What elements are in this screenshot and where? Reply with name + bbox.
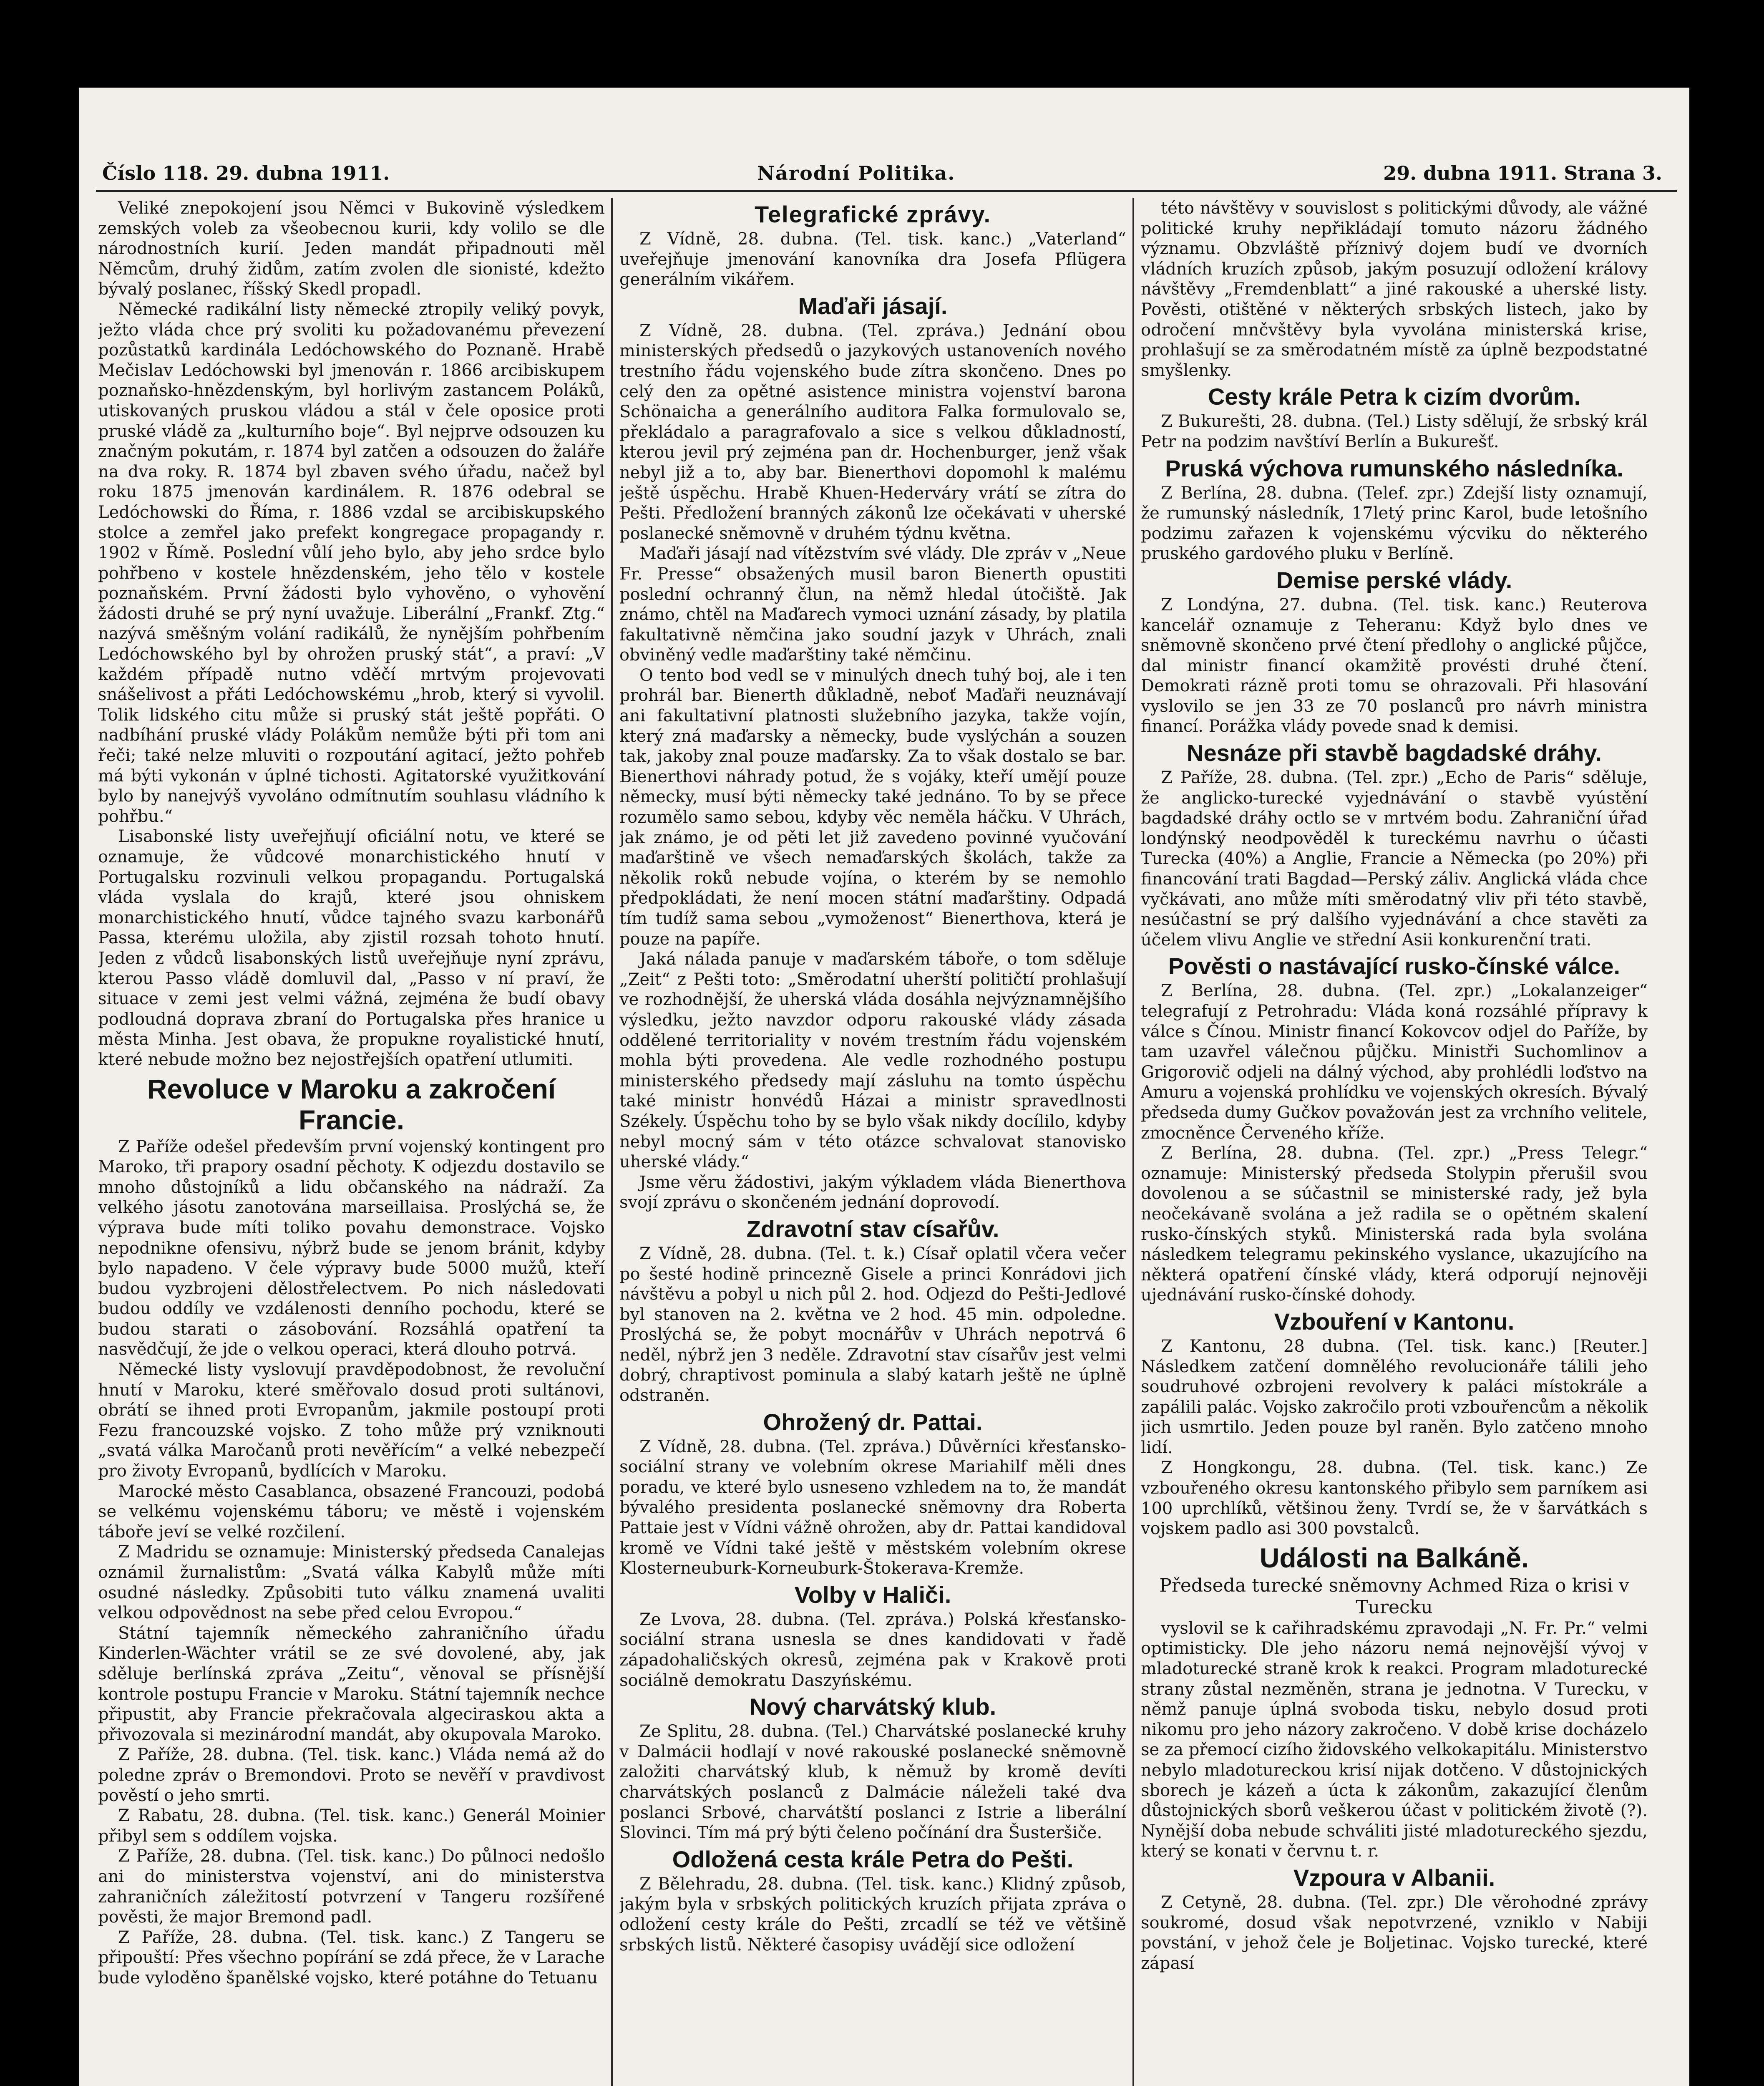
paragraph: vyslovil se k cařihradskému zpravodaji „N. Fr. Pr.“ velmi optimisticky. Dle jeho názoru nemá nejnovější vývoj v mladoturecké straně krok k reakci. Program mladoturecké strany zůstal nezměněn, strana je jednotna. V Turecku, v němž panuje úplná svoboda tisku, nebylo dosud proti nikomu pro jeho názory zakročeno. V době krise docházelo se za přemocí cizího židovského velkokapitálu. Ministerstvo nebylo mladotureckou krisí nijak dotčeno. V důstojnických sborech je kázeň a úcta k zákonům, zakazující členům důstojnických sborů veškerou účast v politickém životě (?). Nynější doba nebude schváliti jisté mladotureckého sjezdu, který se konati v červnu t. r. bbox=[1141, 1618, 1648, 1861]
article bbox=[1141, 384, 1648, 452]
column-2 bbox=[619, 198, 1126, 2086]
article-heading: Události na Balkáně. bbox=[1259, 1542, 1529, 1573]
article-heading: Nový charvátský klub. bbox=[749, 1693, 996, 1720]
paragraph: Z Paříže, 28. dubna. (Tel. zpr.) „Echo de Paris“ sděluje, že anglicko-turecké vyjednávání o stavbě vyústění bagdadské dráhy octlo se v mrtvém bodu. Zahraniční úřad londýnský neodpověděl k tureckému navrhu o účasti Turecka (40%) a Anglie, Francie a Německa (po 20%) při financování trati Bagdad—Perský záliv. Anglická vláda chce vyčkávati, ano může míti směrodatný vliv při této stavbě, nesúčastní se prý dalšího vyjednávání a chce stavěti za účelem vlivu Anglie ve střední Asii konkurenční trati. bbox=[1141, 768, 1648, 950]
article-heading: Odložená cesta krále Petra do Pešti. bbox=[672, 1846, 1074, 1872]
paragraph: Z Cetyně, 28. dubna. (Tel. zpr.) Dle věrohodné zprávy soukromé, dosud však nepotvrzené, vzniklo v Nabiji povstání, v jehož čele je Boljetinac. Vojsko turecké, které zápasí bbox=[1141, 1892, 1648, 1973]
article bbox=[619, 1847, 1126, 1955]
article bbox=[619, 293, 1126, 1213]
paragraph: Z Vídně, 28. dubna. (Tel. zpráva.) Důvěrníci křesťansko-sociální strany ve volebním okrese Mariahilf měli dnes poradu, ve které bylo usneseno vzhledem na to, že mandát bývalého presidenta poslanecké sněmovny dra Roberta Pattaie jest v Vídni vážně ohrožen, aby dr. Pattai kandidoval kromě ve Vídni také ještě v městském volebním okrese Klosterneuburk-Korneuburk-Štokerava-Kremže. bbox=[619, 1437, 1126, 1578]
article bbox=[1141, 1542, 1648, 1862]
paragraph: Z Berlína, 28. dubna. (Telef. zpr.) Zdejší listy oznamují, že rumunský následník, 17letý princ Karol, bude letošního podzimu zařazen k vojenskému výcviku do některého pruského gardového pluku v Berlíně. bbox=[1141, 483, 1648, 564]
paragraph: Z Rabatu, 28. dubna. (Tel. tisk. kanc.) Generál Moinier přibyl sem s oddílem vojska. bbox=[98, 1806, 605, 1846]
paragraph: Lisabonské listy uveřejňují oficiální notu, ve které se oznamuje, že vůdcové monarchistického hnutí v Portugalsku rozvinuli velkou propagandu. Portugalská vláda vyslala do krajů, které jsou ohniskem monarchistického hnutí, vůdce tajného svazu karbonářů Passa, kterému uložila, aby zjistil rozsah tohoto hnutí. Jeden z vůdců lisabonských listů uveřejňuje nyní zprávu, kterou Passo vládě domluvil dal, „Passo v ní praví, že situace v zemi jest velmi vážná, zejména že budí obavy podloudná doprava zbraní do Portugalska přes hranice u města Minha. Jest obava, že propukne royalistické hnutí, které nebude možno bez nejostřejších opatření utlumiti. bbox=[98, 827, 605, 1069]
article bbox=[1141, 198, 1648, 380]
article bbox=[98, 1073, 605, 1988]
article bbox=[619, 1582, 1126, 1690]
paragraph: Německé radikální listy německé ztropily veliký povyk, ježto vláda chce prý svoliti ku požadovanému převezení pozůstatků kardinála Ledóchowského do Poznaně. Hrabě Mečislav Ledóchowski byl jmenován r. 1866 arcibiskupem poznaňsko-hnězdenským, byl horlivým zastancem Poláků, utiskovaných pruskou vládou a stál v čele oposice proti pruské vládě za „kulturního boje“. Byl nejprve odsouzen ku značným pokutám, r. 1874 byl zatčen a odsouzen do žaláře na dva roky. R. 1874 byl zbaven svého úřadu, načež byl roku 1875 jmenován kardinálem. R. 1876 odebral se Ledóchowski do Říma, r. 1886 vzdal se arcibiskupského stolce a zemřel jako prefekt kongregace propagandy r. 1902 v Římě. Poslední vůlí jeho bylo, aby jeho srdce bylo pohřbeno v kostele hnězdenském, jeho tělo v kostele poznaňském. První žádosti bylo vyhověno, o vyhovění žádosti druhé se prý nyní uvažuje. Liberální „Frankf. Ztg.“ nazývá směšným volání radikálů, že nynějším pohřbením Ledóchowského byl by ohrožen pruský stát“, a praví: „V každém případě nutno vděčí mrtvým projevovati snášelivost a přáti Ledóchowskému „hrob, který si vyvolil. Tolik lidského citu může si pruský stát ještě popřáti. O nadbíhání pruské vlády Polákům nemůže býti při tom ani řeči; také nelze mluviti o rozpoutání agitací, ježto pohřeb má býti vykonán v úplné tichosti. Agitatorské využitkování bylo by nanejvýš vyvoláno odmítnutím souhlasu vládního k pohřbu.“ bbox=[98, 300, 605, 826]
paragraph: Veliké znepokojení jsou Němci v Bukovině výsledkem zemských voleb za všeobecnou kurii, kdy volilo se dle národnostních kurií. Jeden mandát připadnouti měl Němcům, druhý židům, zatím zvolen dle sionisté, kdežto bývalý poslanec, říšský Skedl propadl. bbox=[98, 199, 605, 299]
issue-number: Číslo 118. 29. dubna 1911. bbox=[102, 162, 390, 184]
paragraph: Z Londýna, 27. dubna. (Tel. tisk. kanc.) Reuterova kancelář oznamuje z Teheranu: Když bylo dnes ve sněmovně skončeno prvé čtení předlohy o anglické půjčce, dal ministr financí okamžitě provésti druhé čtení. Demokrati rázně proti tomu se ohrazovali. Při hlasování vyslovilo se jen 33 ze 70 poslanců pro návrh ministra financí. Porážka vlády povede snad k demisi. bbox=[1141, 595, 1648, 736]
article bbox=[1141, 953, 1648, 1305]
article-heading: Volby v Haliči. bbox=[794, 1581, 951, 1608]
article-heading: Pruská výchova rumunského následníka. bbox=[1165, 455, 1623, 481]
section-title: Telegrafické zprávy. bbox=[754, 201, 991, 227]
header-rule bbox=[96, 190, 1677, 192]
article-heading: Nesnáze při stavbě bagdadské dráhy. bbox=[1187, 740, 1602, 766]
paragraph: Maďaři jásají nad vítězstvím své vlády. Dle zpráv v „Neue Fr. Presse“ obsažených musil baron Bienerth opustiti poslední ochranný člun, na němž hledal útočiště. Jak známo, chtěl na Maďarech vymoci uznání zásady, by platila fakultativně němčina jako soudní jazyk v Uhrách, znali obviněný vedle maďarštiny také němčinu. bbox=[619, 544, 1126, 665]
article-heading: Vzbouření v Kantonu. bbox=[1274, 1308, 1515, 1335]
article bbox=[1141, 567, 1648, 737]
paragraph: Z Vídně, 28. dubna. (Tel. tisk. kanc.) „Vaterland“ uveřejňuje jmenování kanovníka dra Josefa Pflügera generálním vikářem. bbox=[619, 229, 1126, 290]
paragraph: Ze Splitu, 28. dubna. (Tel.) Charvátské poslanecké kruhy v Dalmácii hodlají v nové rakouské poslanecké sněmovně založiti charvátský klub, k němuž by kromě devíti charvátských poslanců z Dalmácie náleželi také dva poslanci Srbové, charvátští poslanci z Istrie a liberální Slovinci. Tím má prý býti čeleno počínání dra Šusteršiče. bbox=[619, 1722, 1126, 1843]
article-heading: Vzpoura v Albanii. bbox=[1293, 1864, 1495, 1891]
paragraph: Marocké město Casablanca, obsazené Francouzi, podobá se velkému vojenskému táboru; ve městě i vojenském táboře jeví se velké rozčilení. bbox=[98, 1481, 605, 1542]
article-heading: Ohrožený dr. Pattai. bbox=[763, 1408, 983, 1435]
article bbox=[619, 1216, 1126, 1406]
article-heading: Zdravotní stav císařův. bbox=[746, 1215, 999, 1242]
article-subheading: Předseda turecké sněmovny Achmed Riza o krisi v Turecku bbox=[1159, 1575, 1629, 1618]
article bbox=[619, 1409, 1126, 1579]
page-header bbox=[102, 161, 1671, 194]
paragraph: Ze Lvova, 28. dubna. (Tel. zpráva.) Polská křesťansko-sociální strana usnesla se dnes kandidovati v řadě západohaličských okresů, zejména pak v Krakově proti sociálně demokratu Daszyńskému. bbox=[619, 1610, 1126, 1690]
article bbox=[98, 198, 605, 1070]
newspaper-page bbox=[79, 88, 1689, 2086]
article-heading: Pověsti o nastávající rusko-čínské válce. bbox=[1168, 953, 1621, 980]
column-1 bbox=[98, 198, 605, 2086]
article-heading: Cesty krále Petra k cizím dvorům. bbox=[1208, 383, 1581, 410]
column-divider bbox=[1132, 198, 1134, 2086]
paragraph: Z Bukurešti, 28. dubna. (Tel.) Listy sdělují, že srbský král Petr na podzim navštíví Berlín a Bukurešť. bbox=[1141, 412, 1648, 451]
article bbox=[1141, 1309, 1648, 1539]
newspaper-title: Národní Politika. bbox=[757, 162, 956, 184]
column-divider bbox=[611, 198, 613, 2086]
paragraph: O tento bod vedl se v minulých dnech tuhý boj, ale i ten prohrál bar. Bienerth důkladně, neboť Maďaři neuznávají ani fakultativní platnosti služebního jazyka, takže vojín, který zná maďarsky a německy, bude vyslýchán a souzen tak, jakoby znal pouze maďarsky. Za to však dostalo se bar. Bienerthovi náhrady potud, že s vojáky, kteří umějí pouze německy, musí býti německy také jednáno. To by se přece rozumělo samo sebou, kdyby věc neměla háčku. V Uhrách, jak známo, je od pěti let již zavedeno povinné vyučování maďarštině ve všech nemaďarských školách, takže za několik roků nebude vojína, o kterém by se nemohlo předpokládati, že není mocen státní maďarštiny. Odpadá tím tudíž sama sebou „vymoženost“ Bienerthova, která je pouze na papíře. bbox=[619, 665, 1126, 949]
paragraph: Z Vídně, 28. dubna. (Tel. zpráva.) Jednání obou ministerských předsedů o jazykových ustanoveních nového trestního řádu vojenského bude zítra skončeno. Dnes po celý den za opětné asistence ministra vojenství barona Schönaicha a generálního auditora Falka formulovalo se, překládalo a paragrafovalo a sice s velkou důkladností, kterou jevil prý zejména pan dr. Hochenburger, jenž však nebyl již a to, aby bar. Bienerthovi dopomohl k malému ještě úspěchu. Hrabě Khuen-Hederváry vrátí se zítra do Pešti. Předložení branných zákonů lze očekávati v uherské poslanecké sněmovně v druhém týdnu května. bbox=[619, 321, 1126, 543]
column-3 bbox=[1141, 198, 1648, 2086]
paragraph: Z Paříže odešel především první vojenský kontingent pro Maroko, tři prapory osadní pěchoty. K odjezdu dostavilo se mnoho důstojníků a lidu občanského na nádraží. Za velkého jásotu zanotována marseillaisa. Proslýchá se, že výprava bude míti toliko povahu demonstrace. Vojsko nepodnikne ofensivu, nýbrž bude se jenom bránit, kdyby bylo napadeno. V čele výpravy bude 5000 mužů, kteří budou vyzbrojeni dělostřelectvem. Po nich následovati budou oddíly ve vzdálenosti denního pochodu, které se budou starati o zásobování. Rozsáhlá opatření ta nasvědčují, že jde o velkou operaci, která dlouho potrvá. bbox=[98, 1137, 605, 1359]
paragraph: Z Paříže, 28. dubna. (Tel. tisk. kanc.) Vláda nemá až do poledne zpráv o Bremondovi. Proto se nevěří v pravdivost pověstí o jeho smrti. bbox=[98, 1745, 605, 1805]
paragraph: Německé listy vyslovují pravděpodobnost, že revoluční hnutí v Maroku, které směřovalo dosud proti sultánovi, obrátí se ihned proti Evropanům, jakmile postoupí proti Fezu francouzské vojsko. Z toho může prý vzniknouti „svatá válka Maročanů proti nevěřícím“ a velké nebezpečí pro životy Evropanů, bydlících v Maroku. bbox=[98, 1360, 605, 1481]
paragraph: Z Bělehradu, 28. dubna. (Tel. tisk. kanc.) Klidný způsob, jakým byla v srbských politických kruzích přijata zpráva o odložení cesty krále do Pešti, zrcadlí se též ve většině srbských listů. Některé časopisy uvádějí sice odložení bbox=[619, 1874, 1126, 1955]
article bbox=[1141, 1865, 1648, 1973]
paragraph: Z Paříže, 28. dubna. (Tel. tisk. kanc.) Do půlnoci nedošlo ani do ministerstva vojenství, ani do ministerstva zahraničních záležitostí potvrzení v Tangeru rozšířené pověsti, že major Bremond padl. bbox=[98, 1847, 605, 1927]
paragraph: Jsme věru žádostivi, jakým výkladem vláda Bienerthova svojí zprávu o skončeném jednání doprovodí. bbox=[619, 1172, 1126, 1212]
paragraph: Z Madridu se oznamuje: Ministerský předseda Canalejas oznámil žurnalistům: „Svatá válka Kabylů může míti osudné následky. Způsobiti tuto válku znamená uvaliti velkou odpovědnost na sebe před celou Evropou.“ bbox=[98, 1542, 605, 1623]
article-heading: Demise perské vlády. bbox=[1276, 567, 1512, 593]
article bbox=[1141, 456, 1648, 564]
paragraph: Státní tajemník německého zahraničního úřadu Kinderlen-Wächter vrátil se ze své dovolené, aby, jak sděluje berlínská zpráva „Zeitu“, věnoval se přísnější kontrole postupu Francie v Maroku. Státní tajemník nechce připustit, aby Francie překračovala algeciraskou akta a přivozovala si mezinárodní mandát, aby okupovala Maroko. bbox=[98, 1623, 605, 1744]
article bbox=[619, 202, 1126, 290]
paragraph: Z Vídně, 28. dubna. (Tel. t. k.) Císař oplatil včera večer po šesté hodině princezně Gisele a princi Konrádovi jich návštěvu a pobyl u nich půl 2. hod. Odjezd do Pešti-Jedlové byl stanoven na 2. května ve 2 hod. 45 min. odpoledne. Proslýchá se, že pobyt mocnářův v Uhrách nepotrvá 6 neděl, nýbrž jen 3 neděle. Zdravotní stav císařův jest velmi dobrý, chraptivost pominula a slabý katarh ještě ne úplně odstraněn. bbox=[619, 1244, 1126, 1406]
paragraph: Z Hongkongu, 28. dubna. (Tel. tisk. kanc.) Ze vzbouřeného okresu kantonského přibylo sem parníkem asi 100 uprchlíků, většinou ženy. Tvrdí se, že v šarvátkách s vojskem padlo asi 300 povstalců. bbox=[1141, 1458, 1648, 1539]
paragraph: této návštěvy v souvislost s politickými důvody, ale vážné politické kruhy nepřikládají tomuto názoru žádného významu. Obzvláště příznivý dojem budí ve dvorních vládních kruzích způsob, jakým posuzují odložení královy návštěvy „Fremdenblatt“ a jiné rakouské a uherské listy. Pověsti, otištěné v některých srbských listech, jako by odročení mnčvštěvy byla vyvolána ministerská krise, prohlašují se za směrodatném místě za úplně bezpodstatné smyšlenky. bbox=[1141, 199, 1648, 380]
article-heading: Maďaři jásají. bbox=[798, 292, 948, 319]
article bbox=[1141, 740, 1648, 950]
paragraph: Z Paříže, 28. dubna. (Tel. tisk. kanc.) Z Tangeru se připouští: Přes všechno popírání se zdá přece, že v Larache bude vyloděno španělské vojsko, které potáhne do Tetuanu bbox=[98, 1927, 605, 1988]
article bbox=[619, 1694, 1126, 1843]
page-date-number: 29. dubna 1911. Strana 3. bbox=[1383, 162, 1662, 184]
paragraph: Z Berlína, 28. dubna. (Tel. zpr.) „Press Telegr.“ oznamuje: Ministerský předseda Stolypin přerušil svou dovolenou a se súčastnil se ministerské rady, jež byla neočekávaně svolána a jež radila se o opětném skalení rusko-čínských styků. Ministerská rada byla svolána následkem telegramu pekinského vyslance, ukazujícího na některá opatření čínské vlády, která odporují nejnověji ujednávání rusko-čínské dohody. bbox=[1141, 1144, 1648, 1305]
paragraph: Jaká nálada panuje v maďarském táboře, o tom sděluje „Zeit“ z Pešti toto: „Směrodatní uherští političtí prohlašují ve rozhodnější, že uherská vláda dosáhla nejvýznamnějšího výsledku, ježto navzdor odporu rakouské vlády zásada oddělené territoriality v novém trestním řádu vojenském mohla býti provedena. Ale vedle rozhodného postupu ministerského předsedy mají zásluhu na tomto úspěchu také ministr honvédů Házai a ministr spravedlnosti Székely. Úspěchu toho by se bylo však nikdy docílilo, kdyby nebyl mocný sám v této otázce schvalovat stanovisko uherské vlády.“ bbox=[619, 950, 1126, 1172]
paragraph: Z Kantonu, 28 dubna. (Tel. tisk. kanc.) [Reuter.] Následkem zatčení domnělého revolucionáře tálili jeho soudruhové ozbrojeni revolvery k paláci místokrále a zapálili palác. Vojsko zakročilo proti vzbouřencům a několik jich usmrtilo. Jeden pouze byl raněn. Bylo zatčeno mnoho lidí. bbox=[1141, 1336, 1648, 1457]
article-heading: Revoluce v Maroku a zakročení Francie. bbox=[147, 1073, 556, 1135]
paragraph: Z Berlína, 28. dubna. (Tel. zpr.) „Lokalanzeiger“ telegrafují z Petrohradu: Vláda koná rozsáhlé přípravy k válce s Čínou. Ministr financí Kokovcov odjel do Paříže, by tam uzavřel válečnou půjčku. Ministři Suchomlinov a Grigorovič odjeli na dálný východ, aby prohlédli loďstvo na Amuru a vojenská prohlídku ve vojenských okresích. Bývalý předseda dumy Gučkov považován jest za vrchního velitele, zmocněnce Červeného kříže. bbox=[1141, 981, 1648, 1143]
